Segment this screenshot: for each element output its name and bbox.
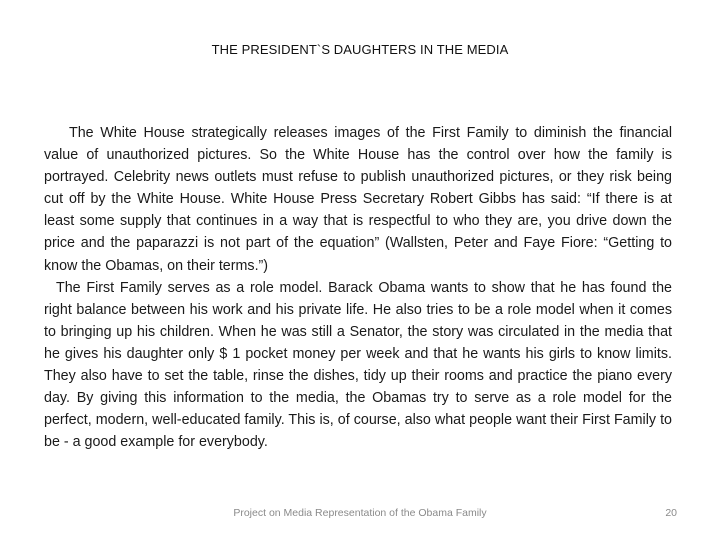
footer-text: Project on Media Representation of the Obama Family [233, 507, 487, 519]
page-number: 20 [665, 507, 677, 519]
page-title: THE PRESIDENT`S DAUGHTERS IN THE MEDIA [211, 42, 509, 57]
paragraph-1: The White House strategically releases images of the First Family to diminish the financial value of unauthorized pictures. So the White House has the control over how the family is portrayed. Celebrity news outlets must refuse to publish unauthorized pictures, or they risk being cut off by the White House. White House Press Secretary Robert Gibbs has said: “If there is at least some supply that continues in a way that is respectful to who they are, you drive down the price and the paparazzi is not part of the equation” (Wallsten, Peter and Faye Fiore: “Getting to know the Obamas, on their terms.”) [44, 125, 672, 274]
paragraph-2: The First Family serves as a role model. Barack Obama wants to show that he has found the right balance between his work and his private life. He also tries to be a role model when it comes to bringing up his children. When he was still a Senator, the story was circulated in the media that he gives his daughter only $ 1 pocket money per week and that he wants his girls to know limits. They also have to set the table, rinse the dishes, tidy up their rooms and practice the piano every day. By giving this information to the media, the Obamas try to serve as a role model for the perfect, modern, well-educated family. This is, of course, also what people want their First Family to be - a good example for everybody. [44, 279, 672, 451]
body-text [44, 122, 672, 453]
